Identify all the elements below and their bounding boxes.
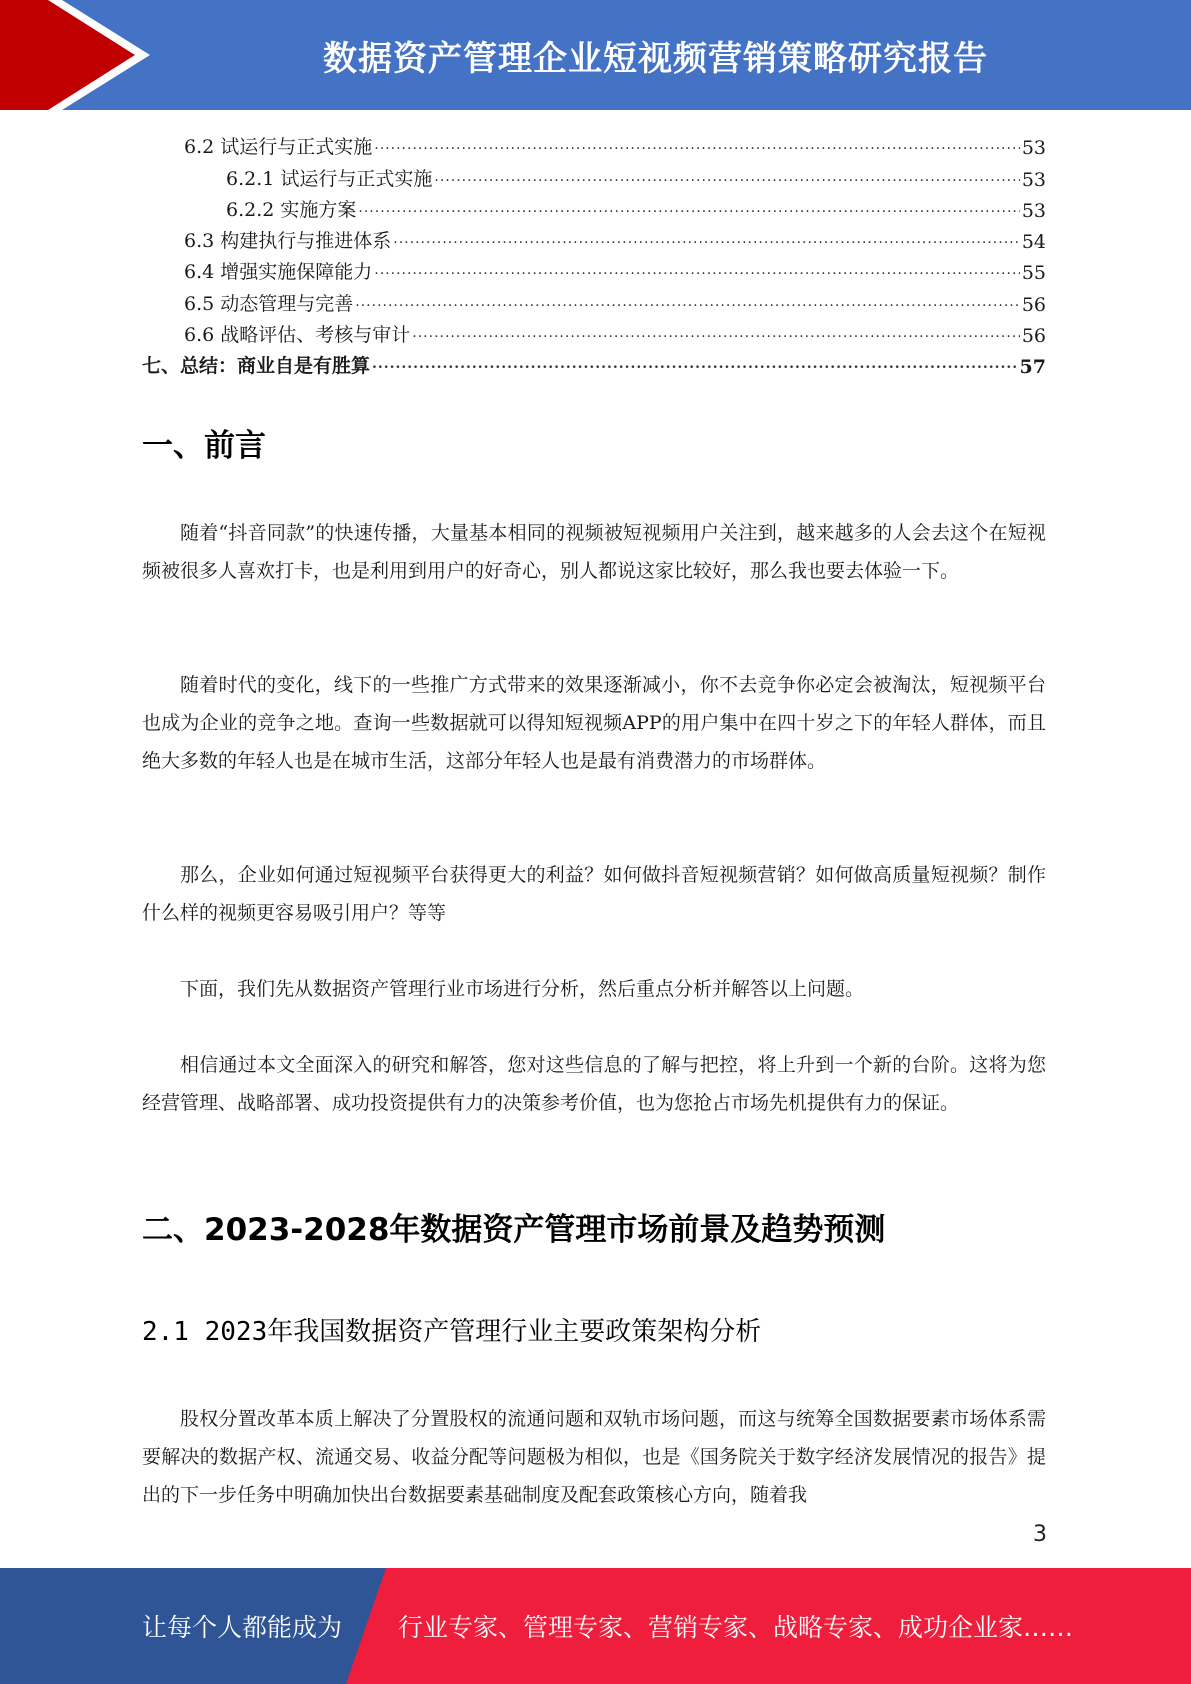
toc-entry-label: 6.5 动态管理与完善: [184, 292, 354, 315]
toc-entry[interactable]: [142, 159, 1046, 190]
header-chevron-decoration: [0, 0, 160, 110]
section-heading-market-forecast: 二、2023-2028年数据资产管理市场前景及趋势预测: [142, 1212, 886, 1248]
toc-entry[interactable]: [142, 316, 1046, 347]
table-of-contents: [142, 128, 1046, 378]
toc-entry-page: 57: [1019, 356, 1046, 379]
toc-leader-dots: [374, 259, 1020, 284]
toc-entry-page: 55: [1021, 262, 1046, 285]
toc-entry-page: 53: [1021, 137, 1046, 160]
subsection-heading-policy: 2.1 2023年我国数据资产管理行业主要政策架构分析: [142, 1317, 762, 1347]
toc-entry[interactable]: [142, 253, 1046, 284]
body-paragraph: 相信通过本文全面深入的研究和解答，您对这些信息的了解与把控，将上升到一个新的台阶。这将为您经营管理、战略部署、成功投资提供有力的决策参考价值，也为您抢占市场先机提供有力的保证。: [142, 1054, 1046, 1114]
toc-entry-page: 53: [1021, 168, 1046, 191]
toc-entry[interactable]: [142, 128, 1046, 159]
page-footer: [0, 1568, 1191, 1684]
body-paragraph: 随着“抖音同款”的快速传播，大量基本相同的视频被短视频用户关注到，越来越多的人会去这个在短视频被很多人喜欢打卡，也是利用到用户的好奇心，别人都说这家比较好，那么我也要去体验一下。: [142, 522, 1046, 582]
body-paragraph: 股权分置改革本质上解决了分置股权的流通问题和双轨市场问题，而这与统筹全国数据要素市场体系需要解决的数据产权、流通交易、收益分配等问题极为相似，也是《国务院关于数字经济发展情况的报告》提出的下一步任务中明确加快出台数据要素基础制度及配套政策核心方向，随着我: [142, 1408, 1046, 1506]
toc-entry[interactable]: [142, 222, 1046, 253]
page-number: 3: [1033, 1522, 1047, 1547]
body-paragraph: 那么，企业如何通过短视频平台获得更大的利益？如何做抖音短视频营销？如何做高质量短视频？制作什么样的视频更容易吸引用户？等等: [142, 864, 1046, 924]
toc-entry-label: 6.3 构建执行与推进体系: [184, 230, 392, 253]
toc-leader-dots: [374, 134, 1020, 159]
toc-leader-dots: [412, 322, 1020, 347]
toc-leader-dots: [355, 291, 1020, 316]
toc-leader-dots: [358, 197, 1019, 222]
toc-entry-page: 54: [1021, 231, 1046, 254]
report-title: 数据资产管理企业短视频营销策略研究报告: [323, 38, 988, 79]
toc-entry-label: 6.2.2 实施方案: [226, 198, 357, 221]
toc-entry[interactable]: [142, 284, 1046, 315]
toc-entry[interactable]: [142, 347, 1046, 378]
page-header: [0, 0, 1191, 110]
body-paragraph: 随着时代的变化，线下的一些推广方式带来的效果逐渐减小，你不去竞争你必定会被淘汰，短视频平台也成为企业的竞争之地。查询一些数据就可以得知短视频APP的用户集中在四十岁之下的年轻人群体，而且绝大多数的年轻人也是在城市生活，这部分年轻人也是最有消费潜力的市场群体。: [142, 674, 1046, 772]
footer-slogan-right: 行业专家、管理专家、营销专家、战略专家、成功企业家……: [398, 1613, 1074, 1642]
toc-entry-label: 6.2 试运行与正式实施: [184, 136, 373, 159]
toc-entry-page: 56: [1021, 293, 1046, 316]
toc-entry-label: 6.6 战略评估、考核与审计: [184, 324, 411, 347]
toc-entry-label: 6.2.1 试运行与正式实施: [226, 167, 433, 190]
toc-entry-label: 七、总结：商业自是有胜算: [142, 355, 371, 378]
section-heading-preface: 一、前言: [142, 428, 266, 464]
toc-leader-dots: [372, 353, 1018, 378]
toc-entry-label: 6.4 增强实施保障能力: [184, 261, 373, 284]
toc-entry-page: 53: [1021, 199, 1046, 222]
toc-leader-dots: [434, 166, 1019, 191]
body-paragraph: 下面，我们先从数据资产管理行业市场进行分析，然后重点分析并解答以上问题。: [180, 978, 865, 1000]
toc-entry[interactable]: [142, 191, 1046, 222]
toc-entry-page: 56: [1021, 325, 1046, 348]
toc-leader-dots: [393, 228, 1020, 253]
footer-slogan-left: 让每个人都能成为: [142, 1613, 343, 1642]
